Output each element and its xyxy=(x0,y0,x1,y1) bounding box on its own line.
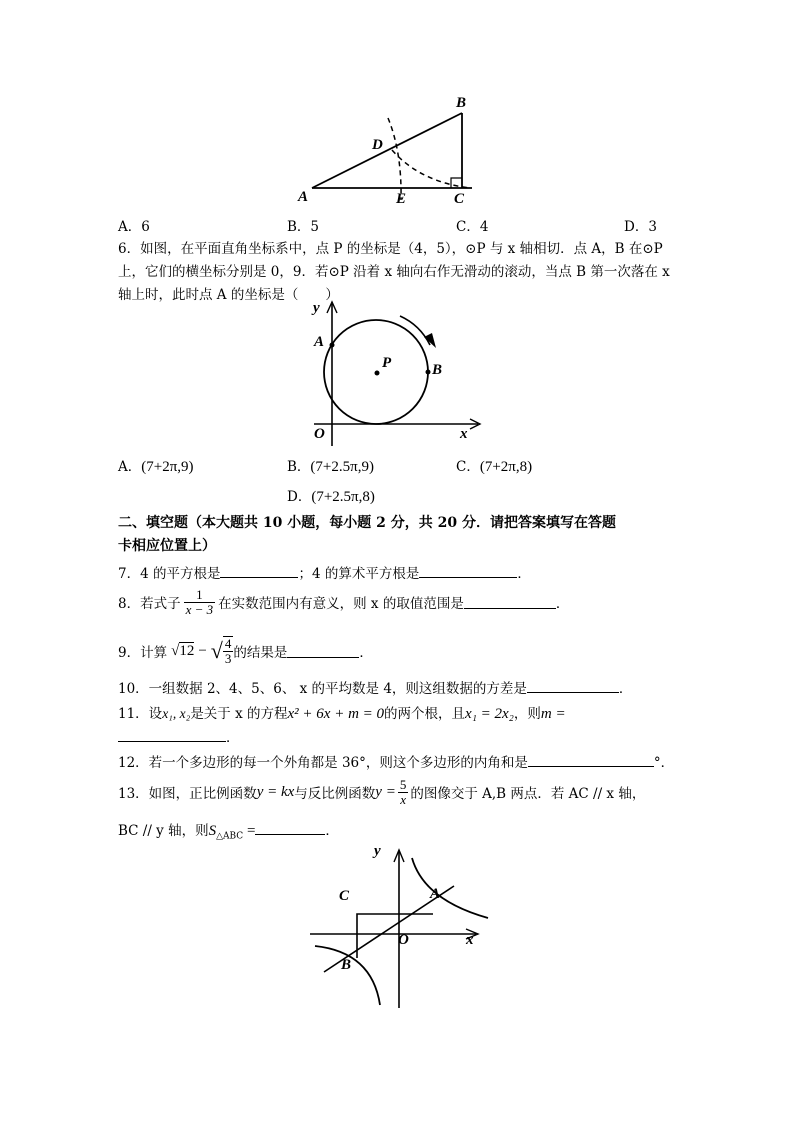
axis-label-y: y xyxy=(313,300,320,316)
point-label-a: A xyxy=(298,189,309,205)
q6-option-a: A．(7+2π,9) xyxy=(118,459,194,475)
point-label-p: P xyxy=(382,355,392,371)
question-12: 12．若一个多边形的每一个外角都是 36°，则这个多边形的内角和是 °． xyxy=(118,755,675,771)
point-label-c: C xyxy=(454,191,465,207)
question-11: 11．设x₁, x₂是关于 x 的方程x² + 6x + m = 0的两个根，且x₁ = 2x₂，则m = xyxy=(118,706,566,722)
point-label-b: B xyxy=(456,95,467,111)
point-label-b: B xyxy=(341,957,352,973)
point-label-a: A xyxy=(430,886,441,902)
section-heading-cont: 卡相应位置上） xyxy=(118,538,216,554)
axis-label-y: y xyxy=(374,843,381,859)
question-13: 13．如图，正比例函数 y = kx 与反比例函数 y = $\frac{5}{x}$ 的图像交于 A,B 两点．若 AC // x 轴， xyxy=(118,776,646,807)
point-label-a: A xyxy=(314,334,325,350)
q6-line-2: 上，它们的横坐标分别是 0，9．若⊙P 沿着 x 轴向右作无滑动的滚动，当点 B 第一次落在 x xyxy=(118,264,670,280)
question-7: 7．4 的平方根是 ；4 的算术平方根是 ． xyxy=(118,566,531,582)
q6-line-3: 轴上时，此时点 A 的坐标是（ ） xyxy=(118,287,339,303)
question-9: 9．计算 √12 − √ $\frac{4}{3}$ 的结果是 ． xyxy=(118,636,373,666)
question-13-line-2: BC // y 轴，则$S_{\triangle ABC}$ = ． xyxy=(118,823,339,842)
q5-option-c: C．4 xyxy=(456,219,489,235)
point-label-b: B xyxy=(432,362,443,378)
origin-label: O xyxy=(398,932,409,948)
origin-label: O xyxy=(314,426,325,442)
q5-option-b: B．5 xyxy=(287,219,320,235)
axis-label-x: x xyxy=(466,932,474,948)
q6-option-b: B．(7+2.5π,9) xyxy=(287,459,374,475)
q6-option-d: D．(7+2.5π,8) xyxy=(287,489,375,505)
point-label-d: D xyxy=(372,137,383,153)
point-label-c: C xyxy=(339,888,350,904)
q5-option-d: D．3 xyxy=(624,219,657,235)
point-label-e: E xyxy=(396,191,407,207)
q6-line-1: 6．如图，在平面直角坐标系中，点 P 的坐标是（4，5），⊙P 与 x 轴相切．点 A，B 在⊙P xyxy=(118,241,663,257)
question-8: 8．若式子 $\frac{1}{x - 3}$ 在实数范围内有意义，则 x 的取值范围是 ． xyxy=(118,586,570,617)
question-11-blank: ． xyxy=(118,726,240,746)
question-10: 10．一组数据 2、4、5、6、 x 的平均数是 4，则这组数据的方差是 ． xyxy=(118,681,633,697)
section-heading: 二、填空题（本大题共 10 小题，每小题 2 分，共 20 分．请把答案填写在答题 xyxy=(118,515,616,531)
q5-option-a: A．6 xyxy=(118,219,150,235)
axis-label-x: x xyxy=(460,426,468,442)
q6-option-c: C．(7+2π,8) xyxy=(456,459,533,475)
